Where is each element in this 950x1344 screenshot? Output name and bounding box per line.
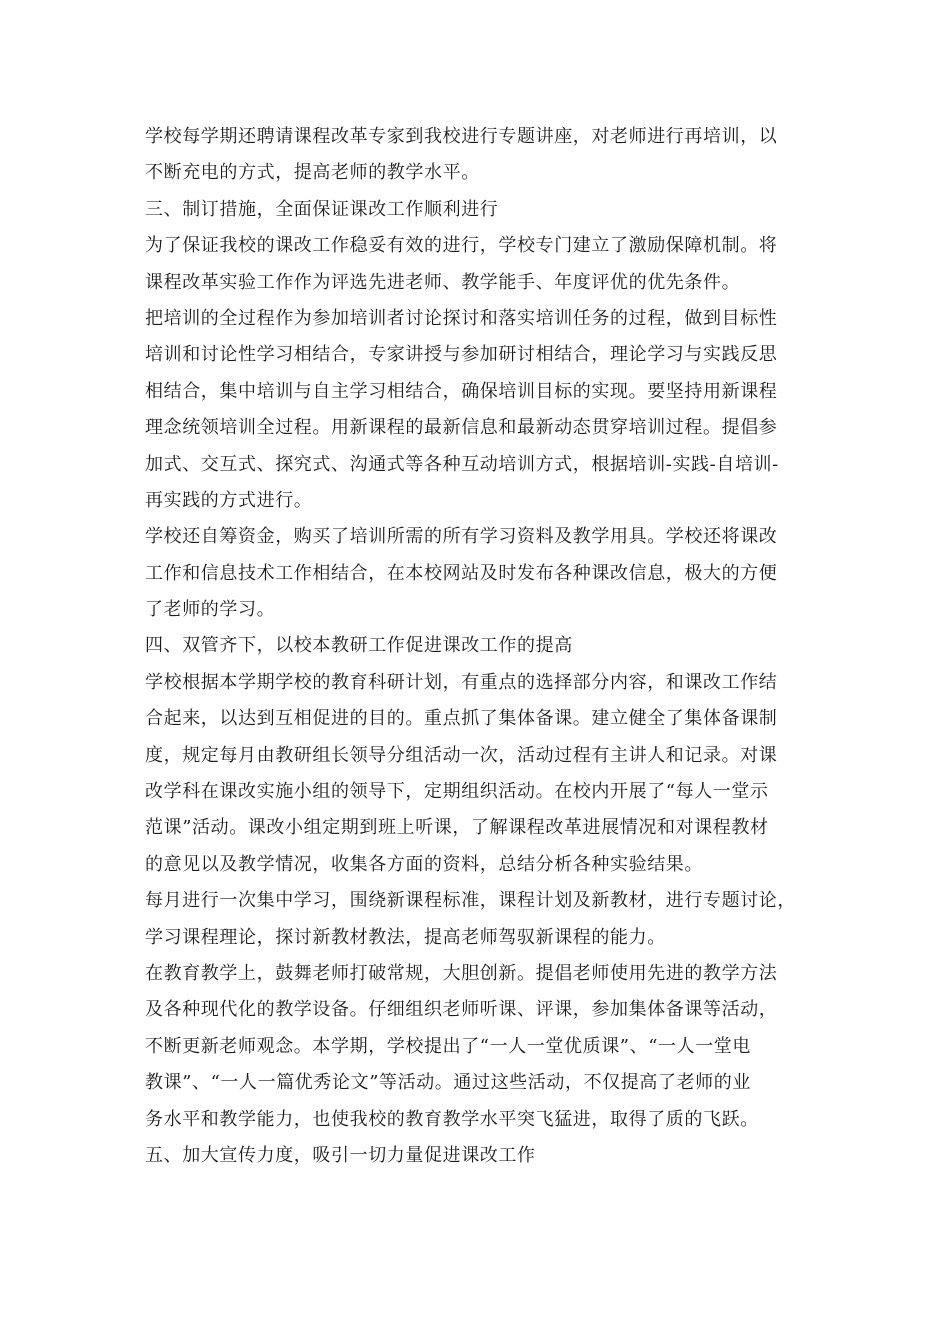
text-line: 相结合，集中培训与自主学习相结合，确保培训目标的实现。要坚持用新课程: [145, 380, 778, 402]
text-line: 学校每学期还聘请课程改革专家到我校进行专题讲座，对老师进行再培训，以: [145, 126, 778, 147]
document-body: [145, 119, 807, 1174]
text-line: 再实践的方式进行。: [145, 489, 313, 511]
text-line: 合起来，以达到互相促进的目的。重点抓了集体备课。建立健全了集体备课制: [145, 708, 778, 730]
text-line: 改学科在课改实施小组的领导下，定期组织活动。在校内开展了“每人一堂示: [145, 781, 769, 803]
text-line: 每月进行一次集中学习，围绕新课程标准，课程计划及新教材，进行专题讨论，: [145, 890, 796, 912]
text-line: 培训和讨论性学习相结合，专家讲授与参加研讨相结合，理论学习与实践反思: [145, 344, 778, 366]
text-line: 范课”活动。课改小组定期到班上听课，了解课程改革进展情况和对课程教材: [145, 817, 769, 839]
text-line: 工作和信息技术工作相结合，在本校网站及时发布各种课改信息，极大的方便: [145, 562, 778, 584]
section-heading: 五、加大宣传力度，吸引一切力量促进课改工作: [145, 1144, 536, 1166]
text-line: 务水平和教学能力，也使我校的教育教学水平突飞猛进，取得了质的飞跃。: [145, 1108, 759, 1130]
text-line: 学习课程理论，探讨新教材教法，提高老师驾驭新课程的能力。: [145, 926, 666, 948]
text-line: 及各种现代化的教学设备。仔细组织老师听课、评课，参加集体备课等活动，: [145, 999, 778, 1021]
text-line: 理念统领培训全过程。用新课程的最新信息和最新动态贯穿培训过程。提倡参: [145, 417, 778, 439]
text-line: 的意见以及教学情况，收集各方面的资料，总结分析各种实验结果。: [145, 853, 703, 875]
section-heading: 三、制订措施，全面保证课改工作顺利进行: [145, 198, 499, 220]
text-line: 为了保证我校的课改工作稳妥有效的进行，学校专门建立了激励保障机制。将: [145, 235, 778, 257]
text-line: 不断更新老师观念。本学期，学校提出了“一人一堂优质课”、“一人一堂电: [145, 1035, 752, 1057]
text-line: 在教育教学上，鼓舞老师打破常规，大胆创新。提倡老师使用先进的教学方法: [145, 962, 778, 984]
section-heading: 四、双管齐下，以校本教研工作促进课改工作的提高: [145, 635, 573, 657]
text-line: 了老师的学习。: [145, 599, 276, 621]
text-line: 度，规定每月由教研组长领导分组活动一次，活动过程有主讲人和记录。对课: [145, 744, 778, 766]
text-line: 不断充电的方式，提高老师的教学水平。: [145, 162, 480, 184]
text-line: 教课”、“一人一篇优秀论文”等活动。通过这些活动，不仅提高了老师的业: [145, 1072, 752, 1094]
text-line: 学校还自筹资金，购买了培训所需的所有学习资料及教学用具。学校还将课改: [145, 526, 778, 548]
text-line: 加式、交互式、探究式、沟通式等各种互动培训方式，根据培训-实践-自培训-: [145, 453, 779, 475]
text-line: 课程改革实验工作作为评选先进老师、教学能手、年度评优的优先条件。: [145, 271, 741, 293]
text-line: 学校根据本学期学校的教育科研计划，有重点的选择部分内容，和课改工作结: [145, 671, 778, 693]
text-line: 把培训的全过程作为参加培训者讨论探讨和落实培训任务的过程，做到目标性: [145, 307, 778, 329]
